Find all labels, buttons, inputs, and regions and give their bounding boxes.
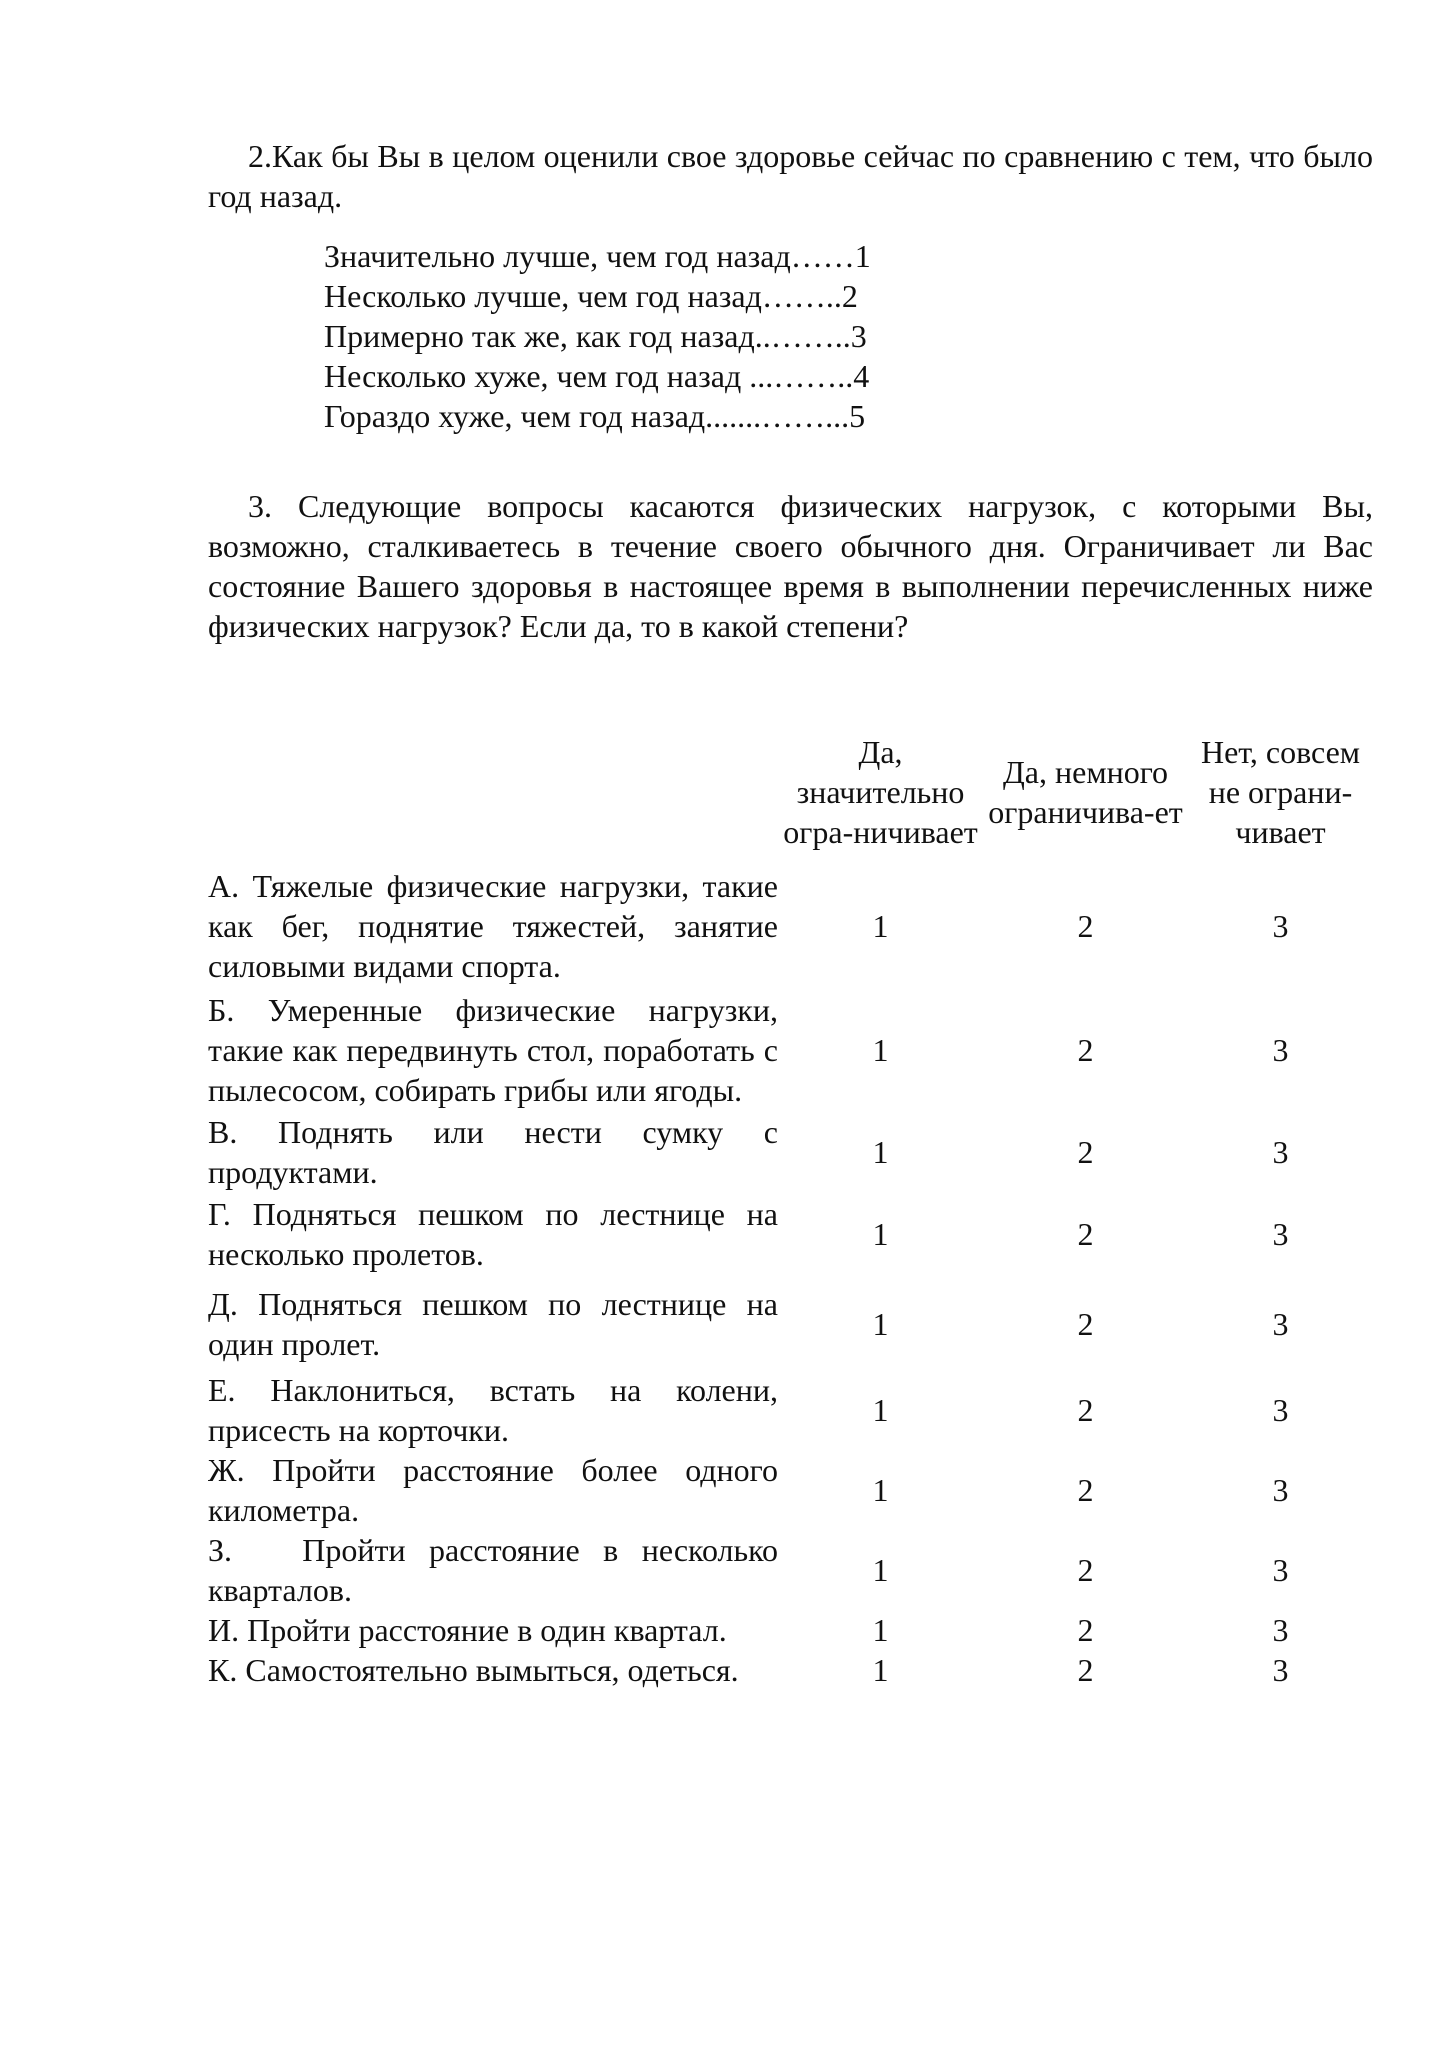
table-row xyxy=(208,1650,1373,1690)
question-2-options xyxy=(324,236,1373,436)
row-item-text: В. Поднять или нести сумку с продуктами. xyxy=(208,1114,778,1190)
row-value-a: 1 xyxy=(872,1216,889,1252)
header-significantly-limits: Да, значительно огра-ничивает xyxy=(783,734,978,850)
row-value-c: 3 xyxy=(1272,1552,1289,1588)
table-row xyxy=(208,1112,1373,1192)
option-item: Несколько хуже, чем год назад ...……..4 xyxy=(324,358,870,394)
header-not-limited: Нет, совсем не ограни-чивает xyxy=(1200,734,1361,850)
row-value-c: 3 xyxy=(1272,1134,1289,1170)
row-item-text: Е. Наклониться, встать на колени, присесть на корточки. xyxy=(208,1372,778,1448)
option-item: Несколько лучше, чем год назад……..2 xyxy=(324,278,858,314)
row-value-a: 1 xyxy=(872,1552,889,1588)
row-item-text: Ж. Пройти расстояние более одного километра. xyxy=(208,1452,778,1528)
document-page xyxy=(208,136,1373,1688)
row-value-a: 1 xyxy=(872,1134,889,1170)
row-value-a: 1 xyxy=(872,1652,889,1688)
row-value-b: 2 xyxy=(1077,1612,1094,1648)
row-value-a: 1 xyxy=(872,1306,889,1342)
row-value-b: 2 xyxy=(1077,1552,1094,1588)
row-value-b: 2 xyxy=(1077,908,1094,944)
row-value-c: 3 xyxy=(1272,1472,1289,1508)
table-row xyxy=(208,1370,1373,1450)
header-somewhat-limits: Да, немного ограничива-ет xyxy=(988,754,1183,830)
row-value-b: 2 xyxy=(1077,1392,1094,1428)
row-value-b: 2 xyxy=(1077,1652,1094,1688)
row-item-text: Б. Умеренные физические нагрузки, такие как передвинуть стол, поработать с пылесосом, собирать грибы или ягоды. xyxy=(208,992,778,1108)
option-item: Примерно так же, как год назад..……..3 xyxy=(324,318,867,354)
table-row xyxy=(208,988,1373,1112)
row-item-text: А. Тяжелые физические нагрузки, такие как бег, поднятие тяжестей, занятие силовыми видами спорта. xyxy=(208,868,778,984)
header-empty xyxy=(208,732,778,864)
row-value-c: 3 xyxy=(1272,1612,1289,1648)
row-value-c: 3 xyxy=(1272,1032,1289,1068)
table-row xyxy=(208,1610,1373,1650)
question-2-text: 2.Как бы Вы в целом оценили свое здоровье сейчас по сравнению с тем, что было год назад. xyxy=(208,138,1373,214)
row-item-text: З. Пройти расстояние в несколько кварталов. xyxy=(208,1532,786,1608)
question-3-text: 3. Следующие вопросы касаются физических нагрузок, с которыми Вы, возможно, сталкиваетесь в течение своего обычного дня. Ограничивает ли Вас состояние Вашего здоровья в настоящее время в выполнении перечисленных ниже физических нагрузок? Если да, то в какой степени? xyxy=(208,488,1373,644)
option-item: Значительно лучше, чем год назад……1 xyxy=(324,238,871,274)
row-value-a: 1 xyxy=(872,1032,889,1068)
row-item-text: И. Пройти расстояние в один квартал. xyxy=(208,1612,727,1648)
row-value-b: 2 xyxy=(1077,1216,1094,1252)
row-value-c: 3 xyxy=(1272,1652,1289,1688)
row-value-b: 2 xyxy=(1077,1134,1094,1170)
table-header-row xyxy=(208,732,1373,864)
table-row xyxy=(208,1192,1373,1276)
option-item: Гораздо хуже, чем год назад.......……...5 xyxy=(324,398,866,434)
table-row xyxy=(208,1276,1373,1370)
row-value-c: 3 xyxy=(1272,908,1289,944)
limitations-table xyxy=(208,732,1373,1690)
row-item-text: Д. Подняться пешком по лестнице на один пролет. xyxy=(208,1286,778,1362)
row-value-b: 2 xyxy=(1077,1032,1094,1068)
row-value-c: 3 xyxy=(1272,1216,1289,1252)
table-row xyxy=(208,1530,1373,1610)
row-value-c: 3 xyxy=(1272,1306,1289,1342)
row-value-b: 2 xyxy=(1077,1306,1094,1342)
row-item-text: Г. Подняться пешком по лестнице на несколько пролетов. xyxy=(208,1196,778,1272)
table-row xyxy=(208,864,1373,988)
row-value-a: 1 xyxy=(872,908,889,944)
table-row xyxy=(208,1450,1373,1530)
row-value-b: 2 xyxy=(1077,1472,1094,1508)
row-value-a: 1 xyxy=(872,1392,889,1428)
row-item-text: К. Самостоятельно вымыться, одеться. xyxy=(208,1652,739,1688)
row-value-a: 1 xyxy=(872,1612,889,1648)
row-value-c: 3 xyxy=(1272,1392,1289,1428)
row-value-a: 1 xyxy=(872,1472,889,1508)
